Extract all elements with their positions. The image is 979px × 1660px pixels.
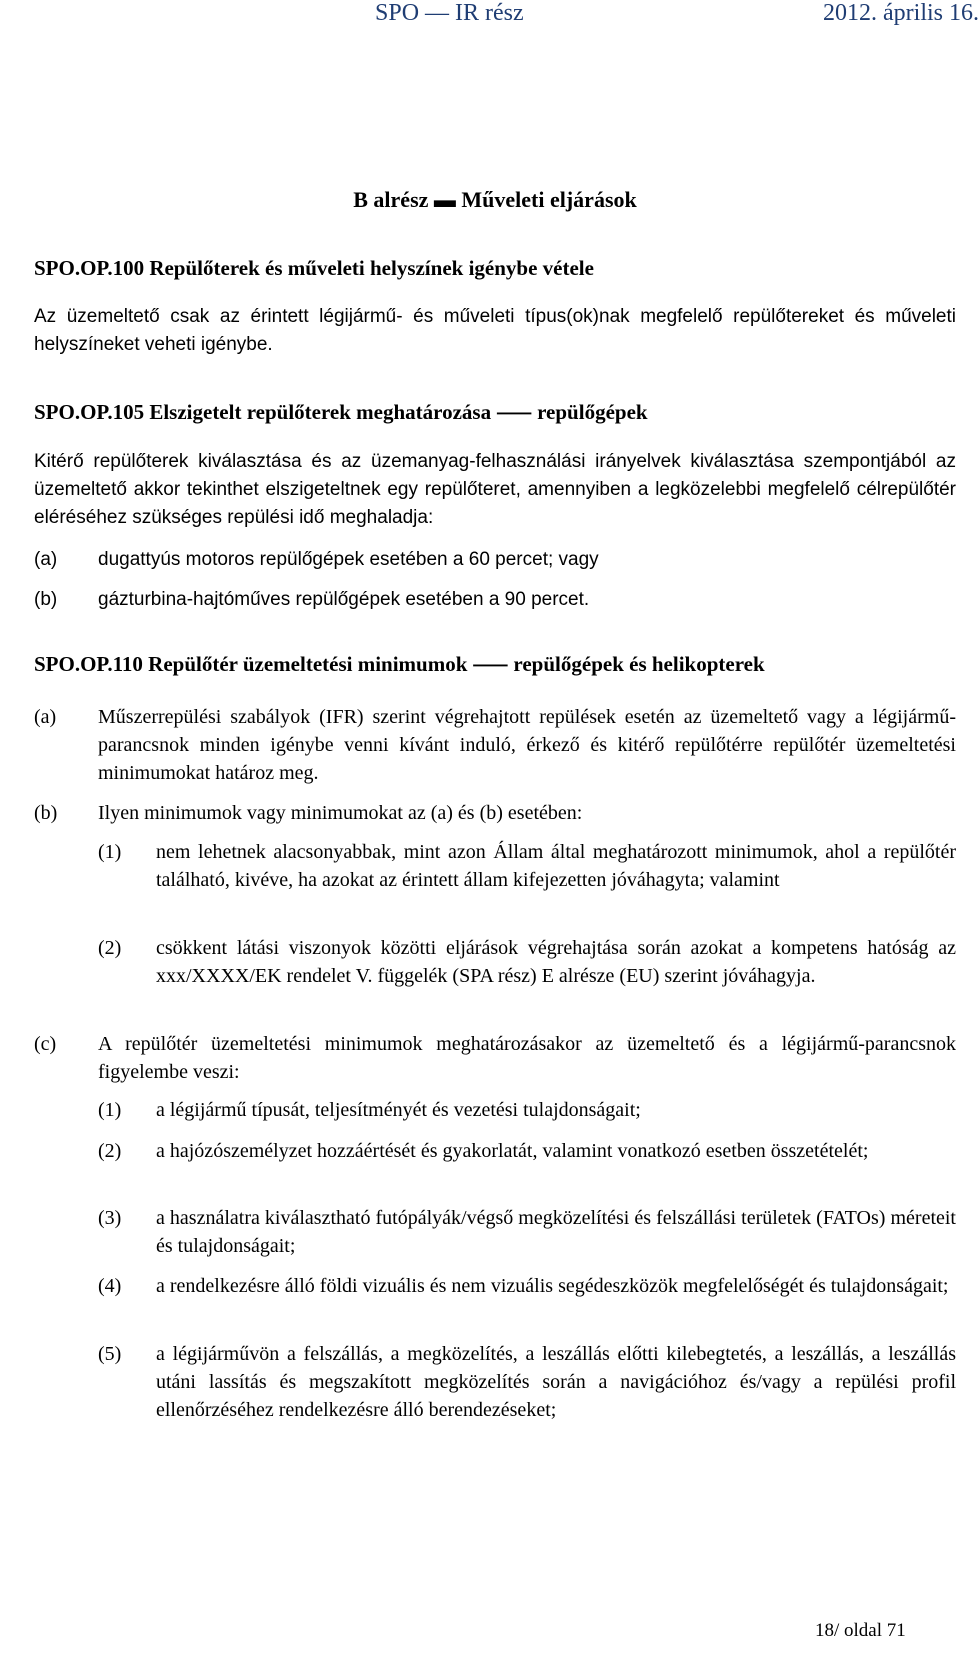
page-number: 18/ oldal 71 <box>815 1620 906 1641</box>
header-date: 2012. április 16. <box>823 0 979 26</box>
section-body-op100: Az üzemeltető csak az érintett légijármű- és műveleti típus(ok)nak megfelelő repülőtereket és műveleti helyszíneket veheti igénybe. <box>34 306 956 355</box>
sub-list-item-label: (1) <box>98 1099 122 1121</box>
subpart-title: B alrész ▬ Műveleti eljárások <box>353 187 637 212</box>
sub-list-item-text: csökkent látási viszonyok közötti eljárások végrehajtása során azokat a kompetens hatóság az xxx/XXXX/EK rendelet V. függelék (SPA rész) E alrésze (EU) szerint jóváhagyja. <box>156 937 956 987</box>
sub-list-item-label: (2) <box>98 937 122 959</box>
sub-list-item-text: a rendelkezésre álló földi vizuális és nem vizuális segédeszközök megfelelőségét és tulajdonságait; <box>156 1275 949 1297</box>
sub-list-item-label: (4) <box>98 1275 122 1297</box>
section-title-op110: SPO.OP.110 Repülőtér üzemeltetési minimumok ⸺ repülőgépek és helikopterek <box>34 652 765 676</box>
list-item-label: (b) <box>34 802 58 824</box>
page-header <box>0 0 979 36</box>
list-item-label: (a) <box>34 706 57 728</box>
list-item-text: Ilyen minimumok vagy minimumokat az (a) és (b) esetében: <box>98 802 583 824</box>
sub-list-item-label: (1) <box>98 841 122 863</box>
sub-list-item-text: nem lehetnek alacsonyabbak, mint azon Állam által meghatározott minimumok, ahol a repülőtér található, kivéve, ha azokat az érintett állam kifejezetten jóváhagyta; valamint <box>156 841 956 891</box>
sub-list-item-text: a hajózószemélyzet hozzáértését és gyakorlatát, valamint vonatkozó esetben összetételét; <box>156 1140 869 1162</box>
sub-list-item-label: (3) <box>98 1207 122 1229</box>
list-item-label: (a) <box>34 549 58 570</box>
sub-list-item-label: (2) <box>98 1140 122 1162</box>
header-document-title: SPO — IR rész <box>375 0 524 26</box>
list-item-label: (c) <box>34 1033 57 1055</box>
list-item-text: gázturbina-hajtóműves repülőgépek esetében a 90 percet. <box>98 589 590 610</box>
sub-list-item-text: a használatra kiválasztható futópályák/végső megközelítési és felszállási területek (FATOs) méreteit és tulajdonságait; <box>156 1207 956 1257</box>
list-item-label: (b) <box>34 589 58 610</box>
sub-list-item-label: (5) <box>98 1343 122 1365</box>
sub-list-item-text: a légijármű típusát, teljesítményét és vezetési tulajdonságait; <box>156 1099 641 1121</box>
sub-list-item-text: a légijárművön a felszállás, a megközelítés, a leszállás előtti kilebegtetés, a leszállás, a leszállás utáni lassítás és megszakított megközelítés során a navigációhoz és/vagy a repülési profil ellenőrzéséhez rendelkezésre álló berendezéseket; <box>156 1343 956 1421</box>
list-item-text: dugattyús motoros repülőgépek esetében a 60 percet; vagy <box>98 549 599 570</box>
list-item-text: A repülőtér üzemeltetési minimumok meghatározásakor az üzemeltető és a légijármű-parancsnok figyelembe veszi: <box>98 1033 956 1083</box>
list-item-text: Műszerrepülési szabályok (IFR) szerint végrehajtott repülések esetén az üzemeltető vagy a légijármű-parancsnok minden igénybe venni kívánt induló, érkező és kitérő repülőtérre repülőtér üzemeltetési minimumokat határoz meg. <box>98 706 956 784</box>
section-body-op105: Kitérő repülőterek kiválasztása és az üzemanyag-felhasználási irányelvek kiválasztása szempontjából az üzemeltető akkor tekinthet elszigeteltnek egy repülőteret, amennyiben a legközelebbi megfelelő célrepülőtér eléréséhez szükséges repülési idő meghaladja: <box>34 451 956 528</box>
section-title-op105: SPO.OP.105 Elszigetelt repülőterek meghatározása ⸺ repülőgépek <box>34 400 648 424</box>
section-title-op100: SPO.OP.100 Repülőterek és műveleti helyszínek igénybe vétele <box>34 256 594 280</box>
